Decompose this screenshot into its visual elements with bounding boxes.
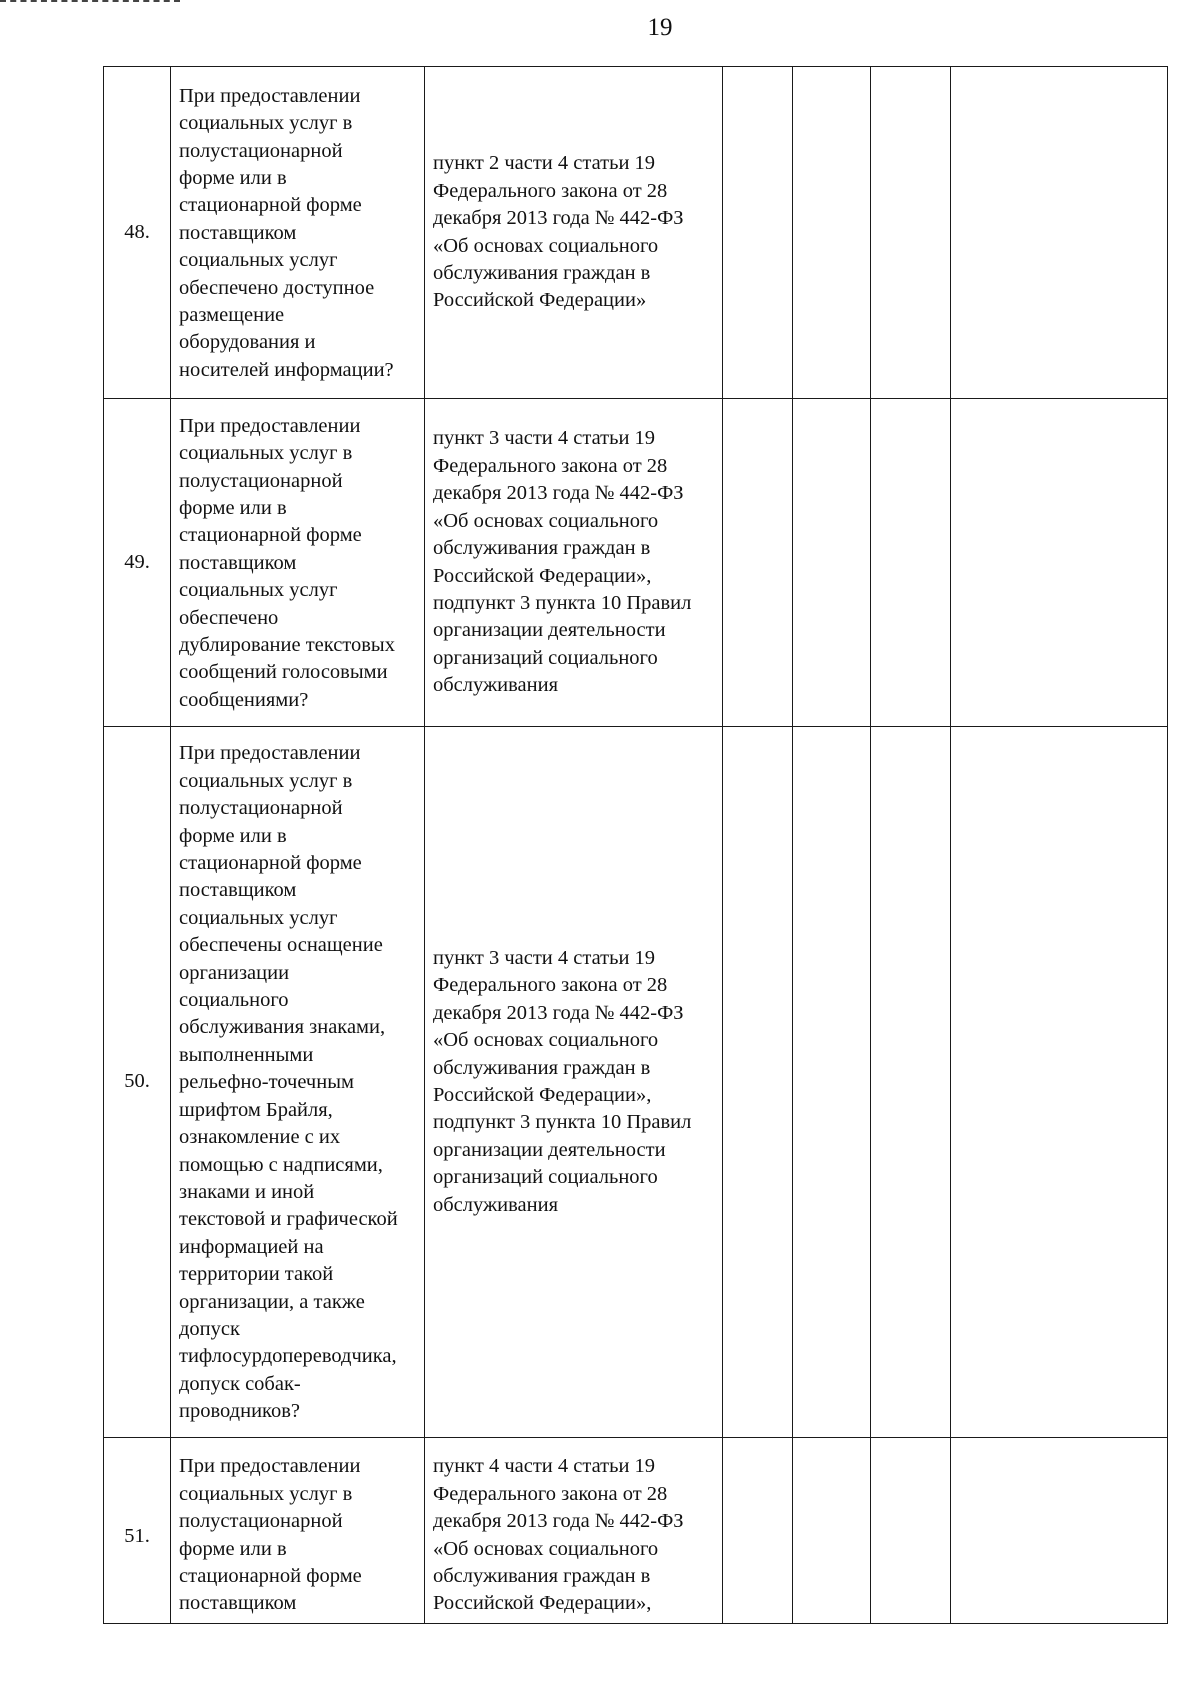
legal-basis-line: пункт 3 части 4 статьи 19 [433,427,656,450]
question-line: полустационарной [179,797,343,820]
question-line: поставщиком [179,221,297,244]
question-line: обеспечено [179,606,279,629]
legal-basis-line: Российской Федерации» [433,289,647,312]
answer-cell [723,1438,793,1624]
question-line: поставщиком [179,879,297,902]
row-number: 50. [104,727,171,1438]
legal-basis-line: обслуживания [433,1193,559,1216]
answer-cell [723,727,793,1438]
question-line: допуск [179,1317,240,1340]
legal-basis-line: подпункт 3 пункта 10 Правил [433,591,692,614]
question-line: стационарной форме [179,1564,362,1587]
question-line: допуск собак- [179,1372,301,1395]
question-line: При предоставлении [179,84,361,107]
answer-cell [793,727,871,1438]
question-line: организации, а также [179,1290,365,1313]
question-line: носителей информации? [179,358,394,381]
legal-basis-line: «Об основах социального [433,234,659,257]
row-number: 51. [104,1438,171,1624]
legal-basis-line: Российской Федерации», [433,1592,652,1615]
legal-basis-line: пункт 4 части 4 статьи 19 [433,1455,656,1478]
question-line: помощью с надписями, [179,1153,383,1176]
question-line: полустационарной [179,469,343,492]
legal-basis-line: организаций социального [433,1166,658,1189]
legal-basis-line: Федерального закона от 28 [433,1482,668,1505]
question-line: обеспечено доступное [179,276,375,299]
answer-cell [723,399,793,727]
checklist-table [103,66,1168,1624]
question-line: информацией на [179,1235,324,1258]
answer-cell [951,67,1168,399]
page-number: 19 [647,14,673,41]
table-row [104,399,1168,727]
legal-basis-cell [425,727,723,1438]
answer-cell [723,67,793,399]
question-line: При предоставлении [179,1455,361,1478]
question-line: ознакомление с их [179,1126,341,1149]
question-line: социальных услуг в [179,1482,353,1505]
question-line: социальных услуг в [179,442,353,465]
question-cell [171,67,425,399]
question-line: социальных услуг [179,249,338,272]
answer-cell [793,399,871,727]
legal-basis-line: Российской Федерации», [433,564,652,587]
question-line: размещение [179,304,285,327]
question-line: форме или в [179,1537,287,1560]
legal-basis-line: «Об основах социального [433,509,659,532]
legal-basis-line: декабря 2013 года № 442-ФЗ [433,207,684,230]
answer-cell [951,727,1168,1438]
question-line: При предоставлении [179,414,361,437]
legal-basis-line: обслуживания [433,674,559,697]
question-line: оборудования и [179,331,316,354]
answer-cell [793,1438,871,1624]
question-line: обслуживания знаками, [179,1016,386,1039]
answer-cell [951,1438,1168,1624]
answer-cell [951,399,1168,727]
question-line: социальных услуг в [179,769,353,792]
question-line: поставщиком [179,1592,297,1615]
table-row [104,727,1168,1438]
question-line: социальных услуг [179,579,338,602]
table-row [104,67,1168,399]
question-line: При предоставлении [179,742,361,765]
question-line: обеспечены оснащение [179,934,383,957]
question-line: форме или в [179,824,287,847]
legal-basis-line: декабря 2013 года № 442-ФЗ [433,482,684,505]
question-line: текстовой и графической [179,1208,398,1231]
legal-basis-line: Федерального закона от 28 [433,454,668,477]
legal-basis-line: подпункт 3 пункта 10 Правил [433,1111,692,1134]
question-line: полустационарной [179,139,343,162]
answer-cell [871,727,951,1438]
question-line: социальных услуг [179,906,338,929]
question-line: стационарной форме [179,194,362,217]
legal-basis-line: организаций социального [433,646,658,669]
answer-cell [871,67,951,399]
question-line: стационарной форме [179,524,362,547]
question-line: рельефно-точечным [179,1071,354,1094]
legal-basis-line: «Об основах социального [433,1029,659,1052]
scan-artifact [0,0,180,5]
question-line: стационарной форме [179,852,362,875]
legal-basis-line: Федерального закона от 28 [433,974,668,997]
answer-cell [871,399,951,727]
legal-basis-line: организации деятельности [433,1138,666,1161]
question-line: форме или в [179,166,287,189]
question-cell [171,1438,425,1624]
legal-basis-line: «Об основах социального [433,1537,659,1560]
legal-basis-line: пункт 3 части 4 статьи 19 [433,946,656,969]
question-line: знаками и иной [179,1180,315,1203]
question-line: поставщиком [179,551,297,574]
answer-cell [793,67,871,399]
legal-basis-cell [425,67,723,399]
legal-basis-line: организации деятельности [433,619,666,642]
legal-basis-line: Федерального закона от 28 [433,179,668,202]
question-line: полустационарной [179,1510,343,1533]
question-line: социальных услуг в [179,112,353,135]
answer-cell [871,1438,951,1624]
question-line: тифлосурдопереводчика, [179,1345,397,1368]
question-line: выполненными [179,1043,314,1066]
legal-basis-line: обслуживания граждан в [433,537,651,560]
question-line: форме или в [179,496,287,519]
table-row [104,1438,1168,1624]
question-line: шрифтом Брайля, [179,1098,333,1121]
question-line: сообщениями? [179,688,309,711]
question-line: социального [179,989,289,1012]
row-number: 48. [104,67,171,399]
legal-basis-line: декабря 2013 года № 442-ФЗ [433,1001,684,1024]
question-cell [171,399,425,727]
legal-basis-line: обслуживания граждан в [433,1056,651,1079]
legal-basis-line: Российской Федерации», [433,1084,652,1106]
row-number: 49. [104,399,171,727]
legal-basis-line: декабря 2013 года № 442-ФЗ [433,1510,684,1533]
question-line: дублирование текстовых [179,634,395,657]
question-line: сообщений голосовыми [179,661,388,684]
legal-basis-line: обслуживания граждан в [433,1564,651,1587]
question-line: территории такой [179,1263,334,1286]
question-cell [171,727,425,1438]
legal-basis-line: пункт 2 части 4 статьи 19 [433,152,656,175]
legal-basis-line: обслуживания граждан в [433,261,651,284]
legal-basis-cell [425,1438,723,1624]
question-line: организации [179,961,290,984]
question-line: проводников? [179,1400,300,1423]
legal-basis-cell [425,399,723,727]
